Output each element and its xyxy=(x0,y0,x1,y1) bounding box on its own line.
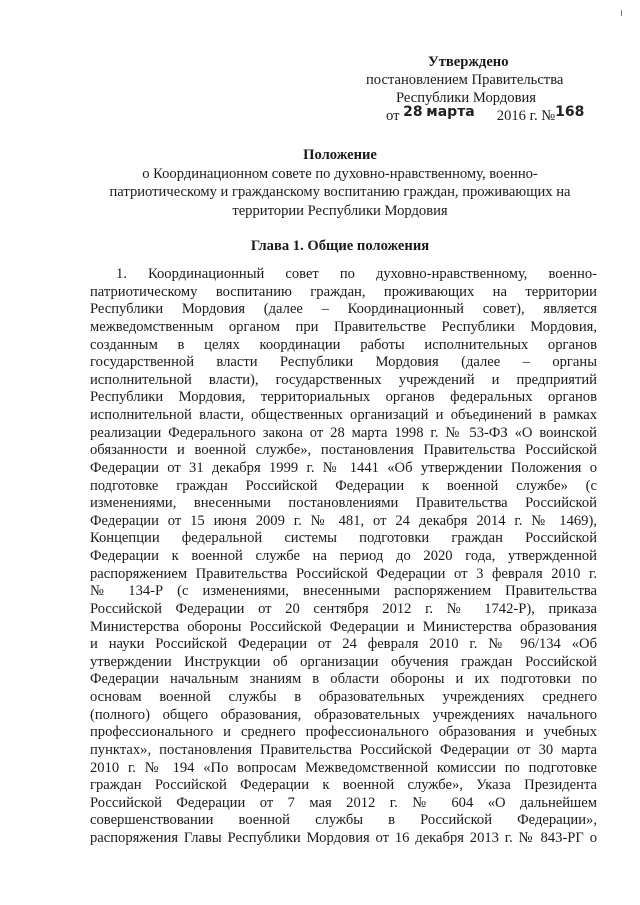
paragraph-line: 1. Координационный совет по духовно-нравственному, военно- xyxy=(116,266,597,282)
approval-heading: Утверждено xyxy=(428,54,509,70)
approval-month: марта xyxy=(426,104,475,120)
approval-day: 28 xyxy=(403,104,423,120)
approval-stamp xyxy=(340,53,610,125)
paragraph-line: межведомственным органом при Правительстве Республики Мордовия, xyxy=(90,318,597,335)
approval-date-line xyxy=(340,104,610,125)
paragraph-line: профессионального и среднего профессионального образования и учебных xyxy=(90,724,597,741)
paragraph-line: Министерства обороны Российской Федерации и Министерства образования xyxy=(90,618,597,635)
document-title-block xyxy=(90,146,590,220)
paragraph-line: Российской Федерации от 7 мая 2012 г. № 604 «О дальнейшем xyxy=(90,794,597,811)
paragraph-line: Республики Мордовия (далее – Координационный совет), является xyxy=(90,301,597,318)
approval-number: 168 xyxy=(555,104,585,120)
paragraph-1 xyxy=(90,266,597,848)
paragraph-line: Российской Федерации от 20 сентября 2012 г. № 1742-Р), приказа xyxy=(90,600,597,617)
paragraph-line: изменениями, внесенными постановлениями Правительства Российской xyxy=(90,495,597,512)
document-subtitle-line: о Координационном совете по духовно-нравственному, военно- xyxy=(142,165,538,182)
document-subtitle-line: территории Республики Мордовия xyxy=(232,202,448,219)
approval-line-2: постановлением Правительства xyxy=(366,72,564,88)
paragraph-line: 2010 г. № 194 «По вопросам Межведомственной комиссии по подготовке xyxy=(90,759,597,776)
paragraph-line: Республики Мордовия, территориальных органов федеральных органов xyxy=(90,389,597,406)
paragraph-line: Федерации от 15 июня 2009 г. № 481, от 24 декабря 2014 г. № 1469), xyxy=(90,512,597,529)
paragraph-line: основам военной службы в образовательных учреждениях среднего xyxy=(90,689,597,705)
paragraph-line: Федерации начальным знаниям в области обороны и их подготовки по xyxy=(90,671,597,688)
approval-line-3: Республики Мордовия xyxy=(396,90,537,106)
paragraph-line: государственной власти Республики Мордовия (далее – органы xyxy=(90,354,597,371)
paragraph-line: (полного) общего образования, образовательных учреждениях начального xyxy=(90,706,597,723)
paragraph-line: № 134-Р (с изменениями, внесенными распоряжением Правительства xyxy=(90,583,597,600)
paragraph-line: Федерации к военной службе на период до 2020 года, утвержденной xyxy=(90,548,597,564)
paragraph-line: Федерации от 31 декабря 1999 г. № 1441 «Об утверждении Положения о xyxy=(90,459,597,476)
paragraph-line: совершенствовании военной службы в Российской Федерации», xyxy=(90,812,597,829)
paragraph-line: граждан Российской Федерации к военной службе», Указа Президента xyxy=(90,777,597,794)
paragraph-line: пунктах», постановления Правительства Российской Федерации от 30 марта xyxy=(90,741,597,758)
paragraph-line: распоряжения Главы Республики Мордовия от 16 декабря 2013 г. № 843-РГ о xyxy=(90,830,597,846)
approval-date-prefix: от xyxy=(386,108,400,124)
paragraph-line: утверждении Инструкции об организации обучения граждан Российской xyxy=(90,653,597,670)
paragraph-line: подготовке граждан Российской Федерации к военной службе» (с xyxy=(90,477,597,494)
paragraph-line: исполнительной власти), государственных учреждений и предприятий xyxy=(90,371,597,388)
paragraph-line: Концепции федеральной системы подготовки граждан Российской xyxy=(90,530,597,547)
document-subtitle-line: патриотическому и гражданскому воспитанию граждан, проживающих на xyxy=(109,184,571,200)
paragraph-line: исполнительной власти, общественных организаций и объединений в рамках xyxy=(90,407,597,423)
paragraph-line: реализации Федерального закона от 28 марта 1998 г. № 53-ФЗ «О воинской xyxy=(90,424,597,441)
chapter-heading: Глава 1. Общие положения xyxy=(250,238,430,254)
document-title: Положение xyxy=(303,147,377,163)
paragraph-line: и науки Российской Федерации от 24 февраля 2010 г. № 96/134 «Об xyxy=(90,636,597,653)
scan-mark xyxy=(621,10,622,16)
paragraph-line: распоряжением Правительства Российской Федерации от 3 февраля 2010 г. xyxy=(90,565,597,582)
approval-year: 2016 г. № xyxy=(496,108,556,124)
paragraph-line: созданным в целях координации работы исполнительных органов xyxy=(90,336,597,353)
paragraph-line: патриотическому воспитанию граждан, проживающих на территории xyxy=(90,283,597,300)
paragraph-line: обязанности и военной службе», постановления Правительства Российской xyxy=(90,442,597,459)
